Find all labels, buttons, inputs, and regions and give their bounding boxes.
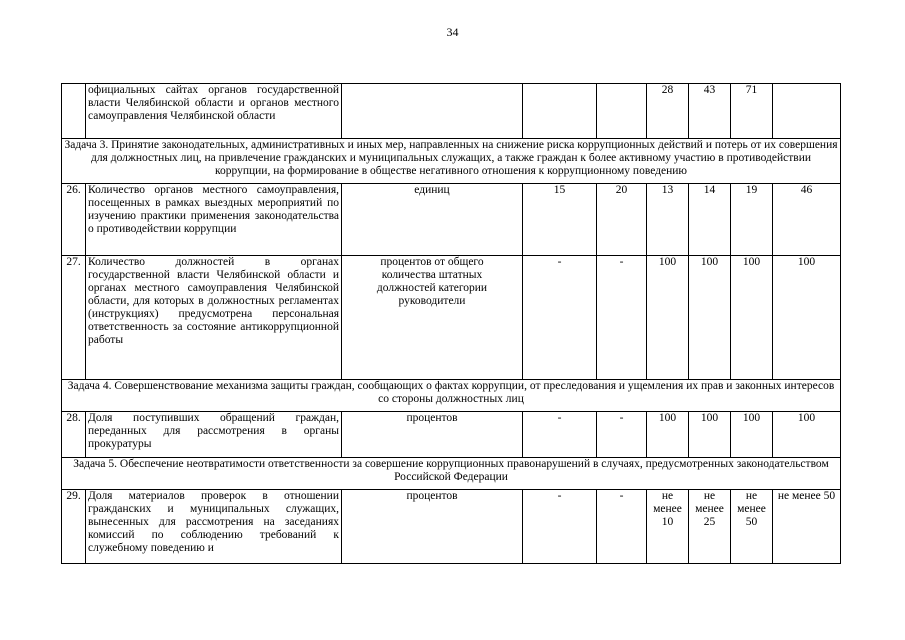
unit-cell: процентов от общего количества штатных должностей категории руководители bbox=[342, 256, 523, 380]
task-row bbox=[62, 458, 841, 490]
table-row bbox=[62, 490, 841, 564]
row-number bbox=[62, 84, 86, 139]
unit-cell bbox=[342, 84, 523, 139]
indicator-name: Количество органов местного самоуправления, посещенных в рамках выездных мероприятий по изучению практики применения законодательства о противодействии коррупции bbox=[86, 184, 342, 256]
value-cell: 100 bbox=[689, 412, 731, 458]
value-cell: 100 bbox=[647, 256, 689, 380]
value-cell: 46 bbox=[773, 184, 841, 256]
value-cell: - bbox=[523, 256, 597, 380]
value-cell: 19 bbox=[731, 184, 773, 256]
value-cell: 15 bbox=[523, 184, 597, 256]
value-cell: не менее 50 bbox=[731, 490, 773, 564]
value-cell bbox=[773, 84, 841, 139]
unit-cell: процентов bbox=[342, 412, 523, 458]
row-number: 29. bbox=[62, 490, 86, 564]
indicator-name: Доля поступивших обращений граждан, переданных для рассмотрения в органы прокуратуры bbox=[86, 412, 342, 458]
indicator-name: Доля материалов проверок в отношении гражданских и муниципальных служащих, вынесенных для рассмотрения на заседаниях комиссий по соблюдению требований к служебному поведению и bbox=[86, 490, 342, 564]
value-cell: не менее 50 bbox=[773, 490, 841, 564]
value-cell: 20 bbox=[597, 184, 647, 256]
value-cell: - bbox=[597, 490, 647, 564]
indicator-name: Количество должностей в органах государственной власти Челябинской области и органах местного самоуправления Челябинской области, для которых в должностных регламентах (инструкциях) предусмотрена персональная ответственность за состояние антикоррупционной работы bbox=[86, 256, 342, 380]
value-cell: 14 bbox=[689, 184, 731, 256]
value-cell: 13 bbox=[647, 184, 689, 256]
value-cell bbox=[597, 84, 647, 139]
value-cell: - bbox=[523, 412, 597, 458]
value-cell: 100 bbox=[731, 256, 773, 380]
unit-cell: единиц bbox=[342, 184, 523, 256]
value-cell bbox=[523, 84, 597, 139]
value-cell: 43 bbox=[689, 84, 731, 139]
task-heading: Задача 3. Принятие законодательных, административных и иных мер, направленных на снижение риска коррупционных действий и потерь от их совершения для должностных лиц, на привлечение гражданских и муниципальных служащих, а также граждан к более активному участию в противодействии коррупции, на формирование в обществе негативного отношения к коррупционному поведению bbox=[62, 139, 841, 184]
row-number: 28. bbox=[62, 412, 86, 458]
value-cell: 71 bbox=[731, 84, 773, 139]
value-cell: 100 bbox=[773, 256, 841, 380]
table-row bbox=[62, 184, 841, 256]
task-heading: Задача 5. Обеспечение неотвратимости ответственности за совершение коррупционных правонарушений в случаях, предусмотренных законодательством Российской Федерации bbox=[62, 458, 841, 490]
unit-cell: процентов bbox=[342, 490, 523, 564]
value-cell: 100 bbox=[647, 412, 689, 458]
page-number: 34 bbox=[446, 25, 459, 39]
indicator-name: официальных сайтах органов государственной власти Челябинской области и органов местного самоуправления Челябинской области bbox=[86, 84, 342, 139]
value-cell: не менее 25 bbox=[689, 490, 731, 564]
value-cell: 100 bbox=[689, 256, 731, 380]
table-row bbox=[62, 412, 841, 458]
row-number: 27. bbox=[62, 256, 86, 380]
table-row bbox=[62, 84, 841, 139]
table-row bbox=[62, 256, 841, 380]
task-row bbox=[62, 139, 841, 184]
value-cell: - bbox=[597, 412, 647, 458]
value-cell: - bbox=[597, 256, 647, 380]
row-number: 26. bbox=[62, 184, 86, 256]
value-cell: 100 bbox=[731, 412, 773, 458]
value-cell: не менее 10 bbox=[647, 490, 689, 564]
task-row bbox=[62, 380, 841, 412]
value-cell: 100 bbox=[773, 412, 841, 458]
value-cell: - bbox=[523, 490, 597, 564]
indicators-table bbox=[61, 83, 841, 564]
task-heading: Задача 4. Совершенствование механизма защиты граждан, сообщающих о фактах коррупции, от преследования и ущемления их прав и законных интересов со стороны должностных лиц bbox=[62, 380, 841, 412]
value-cell: 28 bbox=[647, 84, 689, 139]
